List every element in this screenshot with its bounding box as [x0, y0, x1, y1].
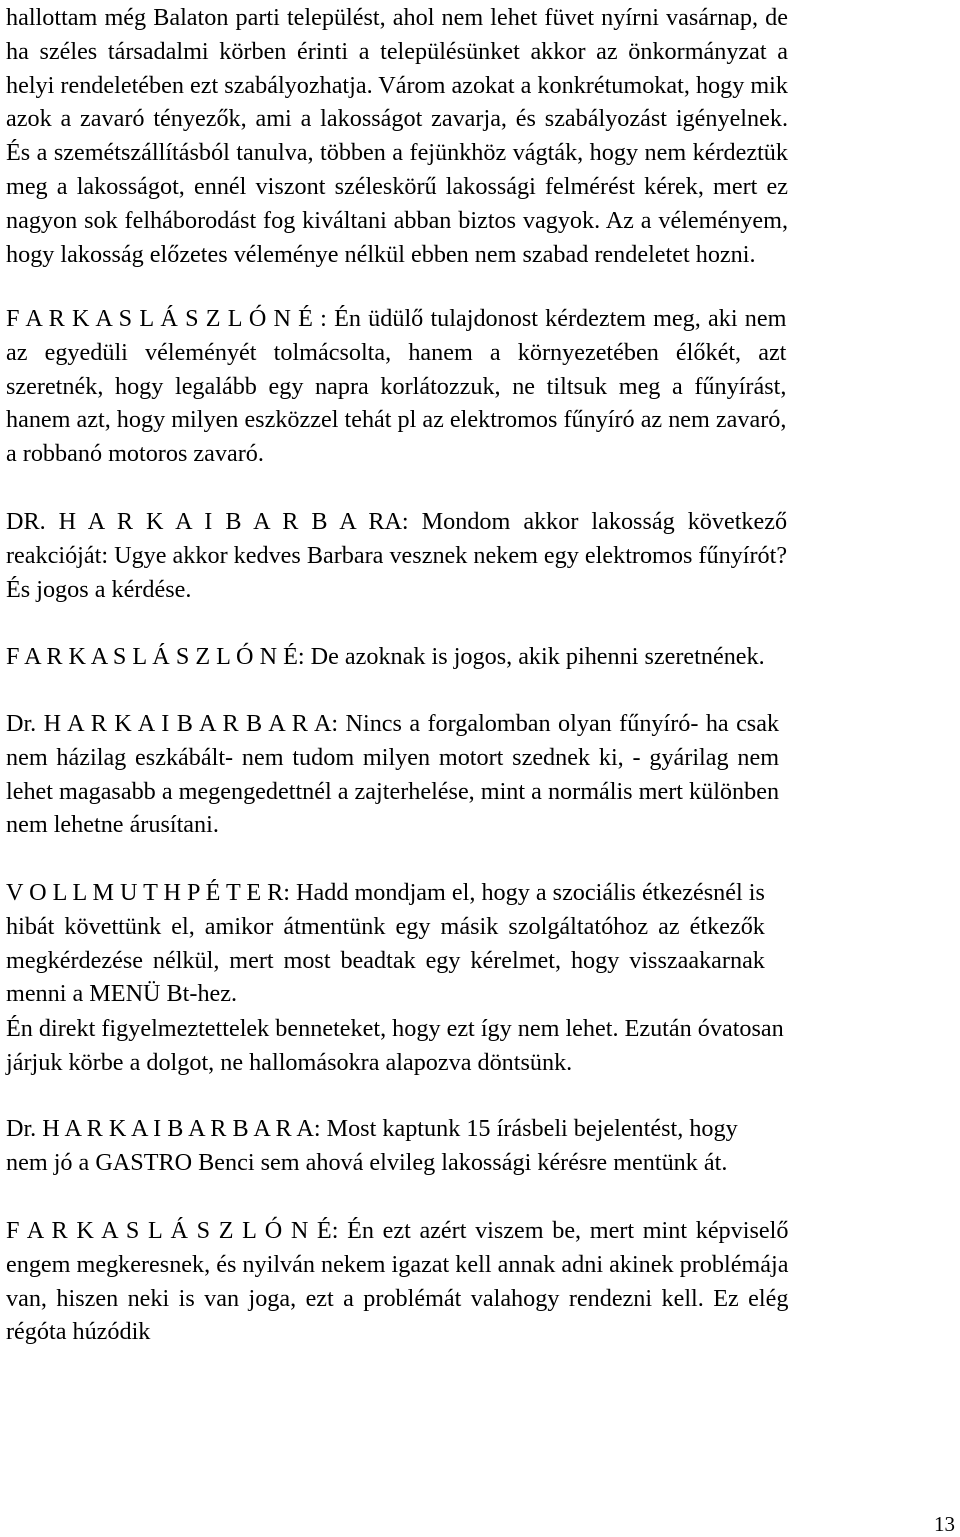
text-line: van, hiszen neki is van joga, ezt a problémát valahogy rendezni kell. Ez elég — [6, 1284, 789, 1312]
text-line: hibát követtünk el, amikor átmentünk egy másik szolgáltatóhoz az étkezők — [6, 912, 765, 940]
text-line: F A R K A S L Á S Z L Ó N É: De azoknak is jogos, akik pihenni szeretnének. — [6, 643, 765, 670]
text-line: hogy lakosság előzetes véleménye nélkül ebben nem szabad rendeletet hozni. — [6, 240, 756, 268]
text-line: És a szemétszállításból tanulva, többen a fejünkhöz vágták, hogy nem kérdeztük — [6, 139, 788, 167]
paragraph-8 — [6, 1112, 738, 1180]
text-line: azok a zavaró tényezők, ami a lakosságot zavarja, és szabályozást igényelnek. — [6, 105, 788, 133]
text-line: És jogos a kérdése. — [6, 575, 192, 603]
text-line: nem jó a GASTRO Benci sem ahová elvileg lakossági kérésre mentünk át. — [6, 1148, 728, 1176]
paragraph-5 — [6, 707, 779, 842]
page-number: 13 — [934, 1512, 955, 1536]
paragraph-1 — [6, 1, 788, 271]
text-line: Én direkt figyelmeztettelek benneteket, hogy ezt így nem lehet. Ezután óvatosan — [6, 1015, 784, 1042]
text-line: szeretnék, hogy legalább egy napra korlátozzuk, ne tiltsuk meg a fűnyírást, — [6, 372, 787, 400]
text-line: ha széles társadalmi körben érinti a településünket akkor az önkormányzat a — [6, 37, 788, 65]
text-line: hallottam még Balaton parti települést, ahol nem lehet füvet nyírni vasárnap, de — [6, 4, 788, 31]
text-line: reakcióját: Ugye akkor kedves Barbara vesznek nekem egy elektromos fűnyírót? — [6, 541, 788, 569]
text-line: az egyedüli véleményét tolmácsolta, hanem a környezetében élőkét, azt — [6, 338, 787, 366]
text-line: helyi rendeletében ezt szabályozhatja. Várom azokat a konkrétumokat, hogy mik — [6, 71, 788, 99]
text-line: lehet magasabb a megengedettnél a zajterhelése, mint a normális mert különben — [6, 777, 780, 805]
text-line: járjuk körbe a dolgot, ne hallomásokra alapozva döntsünk. — [6, 1048, 573, 1076]
text-line: Dr. H A R K A I B A R B A R A: Most kaptunk 15 írásbeli bejelentést, hogy — [6, 1115, 738, 1142]
text-line: nem lehetne árusítani. — [6, 811, 219, 839]
text-line: megkérdezése nélkül, mert most beadtak egy kérelmet, hogy visszaakarnak — [6, 946, 765, 974]
paragraph-7 — [6, 1012, 784, 1080]
text-line: nagyon sok felháborodást fog kiváltani abban biztos vagyok. Az a véleményem, — [6, 206, 788, 234]
text-line: Dr. H A R K A I B A R B A R A: Nincs a forgalomban olyan fűnyíró- ha csak — [6, 710, 780, 737]
paragraph-9 — [6, 1214, 788, 1349]
paragraph-6 — [6, 876, 765, 1011]
text-line: régóta húzódik — [6, 1318, 151, 1346]
paragraph-4 — [6, 640, 765, 674]
text-line: hanem azt, hogy milyen eszközzel tehát pl az elektromos fűnyíró az nem zavaró, — [6, 406, 787, 434]
text-line: DR. H A R K A I B A R B A RA: Mondom akkor lakosság következő — [6, 508, 788, 535]
text-line: menni a MENÜ Bt-hez. — [6, 980, 238, 1008]
text-line: nem házilag eszkábált- nem tudom milyen motort szednek ki, - gyárilag nem — [6, 743, 780, 771]
text-line: engem megkeresnek, és nyilván nekem igazat kell annak adni akinek problémája — [6, 1250, 789, 1278]
text-line: F A R K A S L Á S Z L Ó N É: Én ezt azért viszem be, mert mint képviselő — [6, 1217, 789, 1244]
text-line: meg a lakosságot, ennél viszont széleskörű lakossági felmérést kérek, mert ez — [6, 172, 788, 200]
paragraph-3 — [6, 505, 787, 606]
paragraph-2 — [6, 302, 786, 471]
text-line: V O L L M U T H P É T E R: Hadd mondjam el, hogy a szociális étkezésnél is — [6, 879, 765, 906]
text-line: a robbanó motoros zavaró. — [6, 440, 264, 468]
text-line: F A R K A S L Á S Z L Ó N É : Én üdülő tulajdonost kérdeztem meg, aki nem — [6, 305, 787, 332]
